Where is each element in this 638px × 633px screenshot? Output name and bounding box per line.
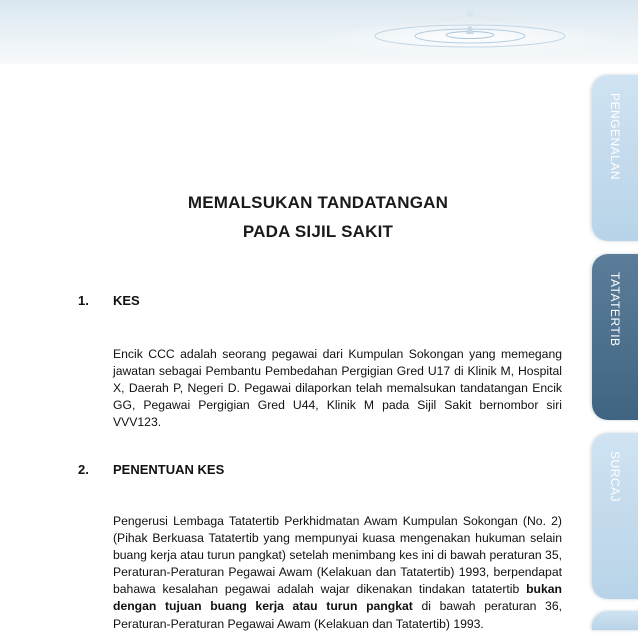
- section-1-number: 1.: [78, 293, 89, 308]
- section-2-number: 2.: [78, 462, 89, 477]
- tab-tatatertib[interactable]: [592, 254, 638, 420]
- section-2-heading: PENENTUAN KES: [113, 462, 225, 477]
- section-2-paragraph-text-a: Pengerusi Lembaga Tatatertib Perkhidmatan Awam Kumpulan Sokongan (No. 2) (Pihak Berkuasa Tatatertib yang mempunyai kuasa mengenakan hukuman selain buang kerja atau turun pangkat) setelah menimbang kes ini di bawah peraturan 35, Peraturan-Peraturan Pegawai Awam (Kelakuan dan Tatatertib) 1993, berpendapat bahawa kesalahan pegawai adalah wajar dikenakan tindakan tatatertib: [113, 514, 562, 597]
- section-2-paragraph-text-b: di bawah peraturan 36, Peraturan-Peraturan Pegawai Awam (Kelakuan dan Tatatertib) 1993.: [113, 599, 562, 631]
- document-title-line1: MEMALSUKAN TANDATANGAN: [187, 193, 449, 212]
- tab-pengenalan-label: PENGENALAN: [608, 93, 622, 181]
- tab-pengenalan[interactable]: [592, 75, 638, 241]
- tab-tatatertib-label: TATATERTIB: [608, 272, 622, 347]
- section-2-paragraph-bold: bukan dengan tujuan buang kerja atau turun pangkat: [113, 582, 562, 614]
- header-water-banner: [0, 0, 638, 64]
- tab-surcaj[interactable]: [592, 433, 638, 599]
- section-1-heading: KES: [113, 293, 140, 308]
- tab-surcaj-label: SURCAJ: [608, 451, 622, 503]
- document-title-line2: PADA SIJIL SAKIT: [242, 222, 394, 241]
- section-2-paragraph: [113, 513, 562, 633]
- water-ripple-graphic: [0, 0, 638, 64]
- section-1-paragraph: Encik CCC adalah seorang pegawai dari Kumpulan Sokongan yang memegang jawatan sebagai Pembantu Pembedahan Pergigian Gred U17 di Klinik M, Hospital X, Daerah P, Negeri D. Pegawai dilaporkan telah memalsukan tandatangan Encik GG, Pegawai Pergigian Gred U44, Klinik M pada Sijil Sakit bernombor siri VVV123.: [113, 347, 562, 430]
- tab-next-partial[interactable]: [592, 611, 638, 630]
